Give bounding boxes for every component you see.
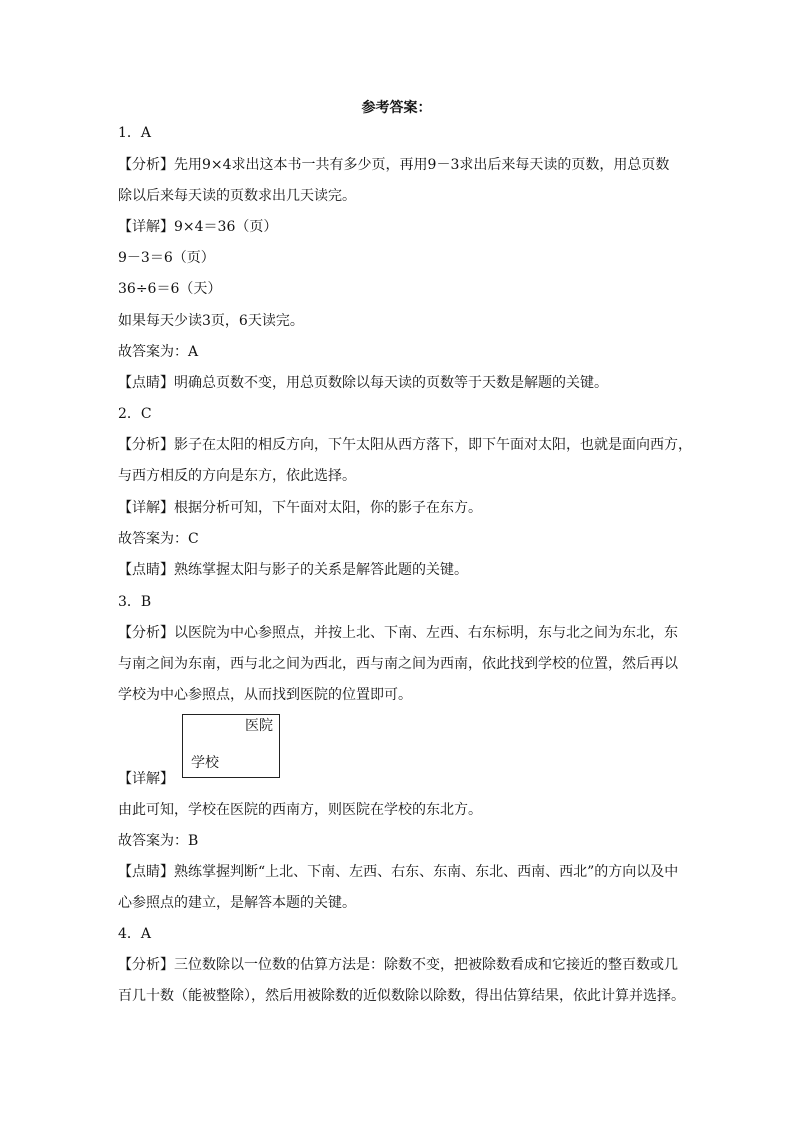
answer-3-analysis-cont: 学校为中心参照点，从而找到医院的位置即可。 [118,687,412,703]
answer-2-comment: 【点睛】熟练掌握太阳与影子的关系是解答此题的关键。 [118,562,468,578]
page-title: 参考答案： [361,100,432,116]
answer-1-detail-step: 9－3＝6（页） [118,250,215,266]
answer-2-analysis: 【分析】影子在太阳的相反方向，下午太阳从西方落下，即下午面对太阳，也就是面向西方， [118,437,692,453]
answer-2-analysis-cont: 与西方相反的方向是东方，依此选择。 [118,468,356,484]
answer-3-analysis: 【分析】以医院为中心参照点，并按上北、下南、左西、右东标明，东与北之间为东北，东 [118,625,678,641]
answer-3-result: 故答案为：B [118,833,199,849]
answer-3-detail: 【详解】 [118,771,174,787]
answer-3-number: 3．B [118,594,152,610]
answer-1-detail: 【详解】9×4＝36（页） [118,219,278,235]
answer-3-comment-cont: 心参照点的建立，是解答本题的关键。 [118,895,356,911]
answer-1-comment: 【点睛】明确总页数不变，用总页数除以每天读的页数等于天数是解题的关键。 [118,375,608,391]
hospital-label: 医院 [245,718,273,734]
answer-4-analysis: 【分析】三位数除以一位数的估算方法是：除数不变，把被除数看成和它接近的整百数或几 [118,957,678,973]
answer-1-analysis: 【分析】先用9×4求出这本书一共有多少页，再用9－3求出后来每天读的页数，用总页数 [118,157,670,173]
answer-1-detail-step: 36÷6＝6（天） [118,281,222,297]
school-label: 学校 [191,755,219,771]
direction-figure [182,714,280,778]
answer-1-analysis-cont: 除以后来每天读的页数求出几天读完。 [118,188,356,204]
answer-3-analysis-cont: 与南之间为东南，西与北之间为西北，西与南之间为西南，依此找到学校的位置，然后再以 [118,656,678,672]
answer-1-conclusion: 如果每天少读3页，6天读完。 [118,313,304,329]
answer-1-number: 1．A [118,125,152,141]
answer-2-detail: 【详解】根据分析可知，下午面对太阳，你的影子在东方。 [118,500,482,516]
answer-4-analysis-cont: 百几十数（能被整除），然后用被除数的近似数除以除数，得出估算结果，依此计算并选择。 [118,988,685,1004]
answer-2-result: 故答案为：C [118,531,199,547]
answer-3-conclusion: 由此可知，学校在医院的西南方，则医院在学校的东北方。 [118,802,482,818]
answer-3-comment: 【点睛】熟练掌握判断“上北、下南、左西、右东、东南、东北、西南、西北”的方向以及中 [118,864,679,880]
answer-4-number: 4．A [118,926,152,942]
answer-1-result: 故答案为：A [118,344,199,360]
answer-2-number: 2．C [118,406,152,422]
